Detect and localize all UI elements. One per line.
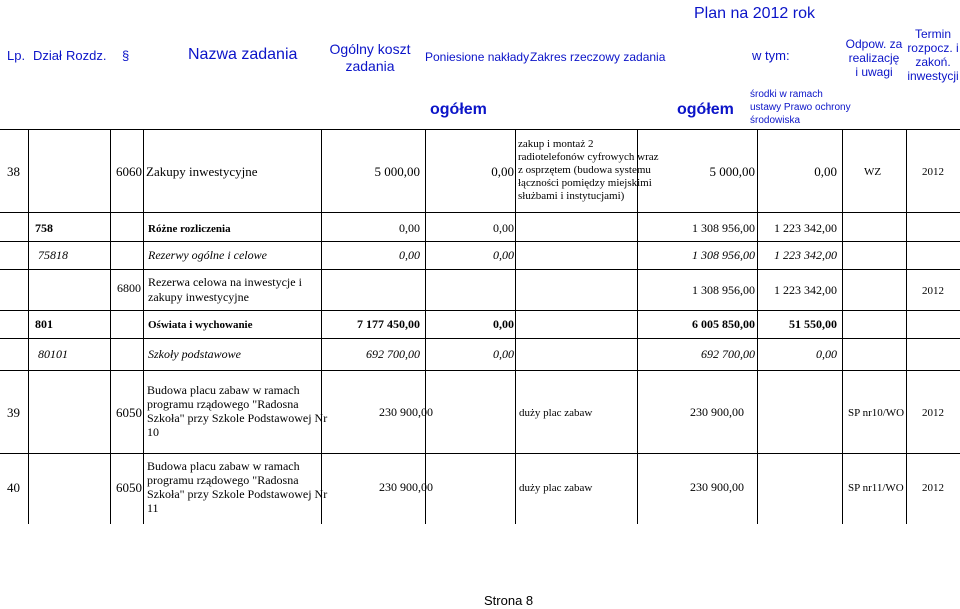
row40-koszt: 230 900,00 [379, 480, 433, 494]
row39-plan: 230 900,00 [690, 405, 744, 419]
row6800-termin: 2012 [922, 285, 944, 297]
row80101-koszt: 692 700,00 [366, 347, 420, 361]
header-lp: Lp. [7, 48, 26, 63]
header-ogolny-koszt: Ogólny koszt [329, 41, 411, 57]
header-ogolem-plan: ogółem [677, 101, 734, 118]
row40-nazwa-2: programu rządowego "Radosna [147, 473, 299, 487]
header-odpow-2: realizację [848, 51, 900, 65]
row38-poniesione: 0,00 [491, 164, 514, 179]
row-rule [0, 310, 960, 311]
row758-dzial: 758 [35, 221, 53, 235]
row75818-nazwa: Rezerwy ogólne i celowe [148, 248, 267, 262]
row801-plan1: 6 005 850,00 [692, 317, 755, 331]
row39-par: 6050 [116, 405, 142, 420]
row40-lp: 40 [7, 480, 20, 495]
header-termin-2: rozpocz. i [907, 41, 959, 55]
row-rule [0, 453, 960, 454]
row801-plan2: 51 550,00 [789, 317, 837, 331]
row38-odpow: WZ [864, 166, 882, 178]
row39-zakres: duży plac zabaw [519, 407, 593, 419]
header-termin-1: Termin [914, 27, 951, 41]
row801-koszt: 7 177 450,00 [357, 317, 420, 331]
row758-koszt: 0,00 [399, 221, 420, 235]
header-odpow-1: Odpow. za [845, 37, 903, 51]
row801-poniesione: 0,00 [493, 317, 514, 331]
row39-lp: 39 [7, 405, 20, 420]
row758-plan2: 1 223 342,00 [774, 221, 837, 235]
header-termin-4: inwestycji [907, 69, 959, 83]
header-plan: Plan na 2012 rok [694, 5, 815, 22]
row6800-plan2: 1 223 342,00 [774, 283, 837, 297]
row40-plan: 230 900,00 [690, 480, 744, 494]
row40-zakres: duży plac zabaw [519, 482, 593, 494]
row38-koszt: 5 000,00 [374, 164, 420, 179]
row38-rozdz: 6060 [116, 164, 142, 179]
header-srodki-1: środki w ramach [750, 89, 823, 100]
column-rule [842, 129, 843, 524]
row6800-par: 6800 [117, 281, 141, 295]
row40-termin: 2012 [922, 482, 944, 494]
header-ogolny-koszt-2: zadania [345, 58, 395, 74]
row38-zakres-1: zakup i montaż 2 [518, 138, 594, 150]
row758-nazwa: Różne rozliczenia [148, 223, 231, 235]
row38-nazwa: Zakupy inwestycyjne [146, 164, 258, 179]
row38-zakres-4: łączności pomiędzy miejskimi [518, 177, 652, 189]
row-rule [0, 241, 960, 242]
row758-plan1: 1 308 956,00 [692, 221, 755, 235]
row75818-poniesione: 0,00 [493, 248, 514, 262]
row38-zakres-3: z osprzętem (budowa systemu [518, 164, 651, 176]
row75818-plan2: 1 223 342,00 [774, 248, 837, 262]
row6800-nazwa-2: zakupy inwestycyjne [148, 290, 249, 304]
header-srodki-2: ustawy Prawo ochrony [750, 102, 851, 113]
row-rule [0, 338, 960, 339]
column-rule [906, 129, 907, 524]
row39-termin: 2012 [922, 407, 944, 419]
row-rule [0, 269, 960, 270]
row-rule [0, 370, 960, 371]
row75818-rozdz: 75818 [38, 248, 68, 262]
row39-nazwa-3: Szkoła" przy Szkole Podstawowej Nr [147, 411, 328, 425]
row-rule [0, 212, 960, 213]
row80101-plan1: 692 700,00 [701, 347, 755, 361]
row80101-rozdz: 80101 [38, 347, 68, 361]
row6800-nazwa-1: Rezerwa celowa na inwestycje i [148, 275, 302, 289]
row80101-poniesione: 0,00 [493, 347, 514, 361]
row39-odpow: SP nr10/WO [848, 407, 905, 419]
row801-nazwa: Oświata i wychowanie [148, 319, 253, 331]
header-w-tym: w tym: [752, 48, 790, 63]
row40-odpow: SP nr11/WO [848, 482, 904, 494]
column-rule [515, 129, 516, 524]
row39-nazwa-2: programu rządowego "Radosna [147, 397, 299, 411]
header-zakres: Zakres rzeczowy zadania [530, 50, 666, 64]
row38-lp: 38 [7, 164, 20, 179]
row801-dzial: 801 [35, 317, 53, 331]
row758-poniesione: 0,00 [493, 221, 514, 235]
row40-nazwa-1: Budowa placu zabaw w ramach [147, 459, 300, 473]
header-srodki-3: środowiska [750, 115, 801, 126]
row80101-plan2: 0,00 [816, 347, 837, 361]
row38-zakres-5: służbami i instytucjami) [518, 190, 625, 202]
header-rozdz: Rozdz. [66, 48, 107, 63]
header-ogolem-koszt: ogółem [430, 101, 487, 118]
column-rule [28, 129, 29, 524]
row75818-plan1: 1 308 956,00 [692, 248, 755, 262]
column-rule [110, 129, 111, 524]
header-nazwa: Nazwa zadania [188, 46, 298, 63]
row38-srodki: 0,00 [814, 164, 837, 179]
header-odpow-3: i uwagi [855, 65, 893, 79]
row40-nazwa-4: 11 [147, 501, 159, 515]
page-number: Strona 8 [484, 593, 534, 608]
header-paragraph: § [122, 48, 130, 63]
row39-nazwa-1: Budowa placu zabaw w ramach [147, 383, 300, 397]
header-rule [0, 129, 960, 130]
row39-nazwa-4: 10 [147, 425, 159, 439]
row80101-nazwa: Szkoły podstawowe [148, 347, 241, 361]
row75818-koszt: 0,00 [399, 248, 420, 262]
row38-zakres-2: radiotelefonów cyfrowych wraz [518, 151, 659, 163]
header-dzial: Dział [33, 48, 62, 63]
row40-nazwa-3: Szkoła" przy Szkole Podstawowej Nr [147, 487, 328, 501]
row38-plan: 5 000,00 [709, 164, 755, 179]
row40-par: 6050 [116, 480, 142, 495]
row39-koszt: 230 900,00 [379, 405, 433, 419]
header-termin-3: zakoń. [915, 55, 951, 69]
header-poniesione: Poniesione nakłady [425, 50, 530, 64]
row38-termin: 2012 [922, 166, 944, 178]
row6800-plan1: 1 308 956,00 [692, 283, 755, 297]
column-rule [143, 129, 144, 524]
